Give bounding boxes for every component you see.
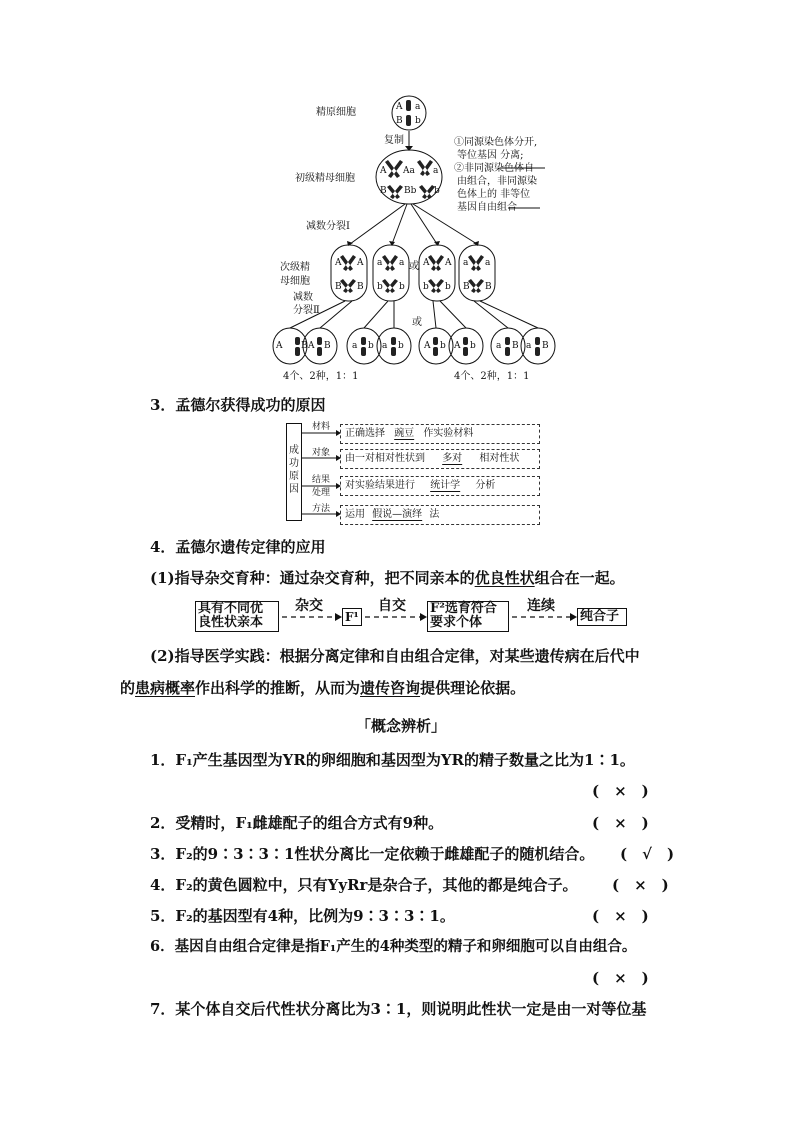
concept-item: 5．F₂的基因型有4种，比例为9∶3∶3∶1。 [150, 907, 455, 925]
gene-label: b [440, 341, 446, 351]
gene-label: Aa [403, 166, 415, 176]
p1-suffix: 组合在一起。 [534, 569, 625, 587]
flow-arrow-label: 杂交 [295, 598, 323, 614]
row-text: 法 [429, 509, 440, 520]
section4-p2-line2 [120, 678, 525, 698]
gene-label: a [496, 341, 502, 351]
flow-start-line: 具有不同优 [198, 601, 264, 616]
p2-text: 提供理论依据。 [420, 679, 526, 697]
gene-label: Bb [404, 186, 417, 196]
note-line: 基因自由组合 [457, 202, 517, 213]
label-spermatogonium: 精原细胞 [316, 107, 356, 118]
label-or-top: 或 [409, 261, 419, 272]
gene-label: b [398, 341, 404, 351]
label-meiosis-one: 减数分裂Ⅰ [306, 221, 350, 232]
gene-label: A [423, 258, 430, 268]
gene-label: A [308, 341, 315, 351]
note-line: 由组合，非同源染 [457, 176, 537, 187]
concept-mark: ( × ) [612, 876, 669, 894]
gene-label: A [380, 166, 387, 176]
gene-label: a [352, 341, 358, 351]
gene-label: a [485, 258, 491, 268]
gene-label: B [335, 282, 342, 292]
label-primary-spermatocyte: 初级精母细胞 [295, 173, 355, 184]
gene-label: b [445, 282, 451, 292]
concept-item: 4．F₂的黄色圆粒中，只有YyRr是杂合子，其他的都是纯合子。 [150, 876, 578, 894]
p1-answer: 优良性状 [474, 569, 535, 587]
concept-mark: ( × ) [592, 969, 649, 987]
label-result-left: 4个、2种，1：1 [283, 371, 359, 382]
gene-label: b [368, 341, 374, 351]
row-tag: 方法 [312, 504, 331, 514]
gene-label: b [399, 282, 405, 292]
concept-item: 1．F₁产生基因型为YR的卵细胞和基因型为YR的精子数量之比为1∶1。 [150, 751, 635, 769]
concept-mark: ( × ) [592, 814, 649, 832]
gene-label: A [445, 258, 452, 268]
concept-mark: ( √ ) [620, 845, 675, 863]
row-text: 相对性状 [479, 453, 520, 464]
row-text: 运用 [345, 509, 365, 520]
concept-title: 「概念辨析」 [356, 717, 447, 735]
gene-label: A [357, 258, 364, 268]
side-label-char: 成 [289, 445, 299, 456]
p2-answer: 遗传咨询 [360, 679, 421, 697]
gene-label: A [424, 341, 431, 351]
gene-label: B [542, 341, 549, 351]
row-tag: 处理 [312, 488, 331, 498]
label-replication: 复制 [384, 135, 404, 146]
gene-label: B [463, 282, 470, 292]
gene-label: b [423, 282, 429, 292]
row-tag: 对象 [312, 448, 331, 458]
side-label-char: 原 [289, 471, 299, 482]
label-meiosis-two-2: 分裂Ⅱ [293, 305, 320, 316]
section4-heading: 4．孟德尔遗传定律的应用 [150, 538, 326, 556]
gene-label: B [380, 186, 387, 196]
section4-p2-line1: (2)指导医学实践：根据分离定律和自由组合定律，对某些遗传病在后代中 [150, 647, 640, 665]
gene-label: b [415, 116, 421, 126]
gene-label: a [463, 258, 469, 268]
gene-label: b [377, 282, 383, 292]
flow-f2-line: F²选育符合 [430, 601, 497, 616]
flow-start-line: 良性状亲本 [198, 615, 264, 630]
label-or-bottom: 或 [412, 317, 422, 328]
label-meiosis-two-1: 减数 [293, 292, 313, 303]
concept-item: 7．某个体自交后代性状分离比为3∶1，则说明此性状一定是由一对等位基 [150, 1000, 647, 1018]
gene-label: A [335, 258, 342, 268]
note-line: 色体上的 非等位 [457, 189, 531, 200]
gene-label: b [434, 186, 440, 196]
concept-mark: ( × ) [592, 782, 649, 800]
row-text: 作实验材料 [423, 428, 474, 439]
gene-label: a [399, 258, 405, 268]
gene-label: B [396, 116, 403, 126]
flow-arrow-label: 自交 [378, 598, 406, 614]
row-text: 由一对相对性状到 [345, 453, 425, 464]
row-tag: 材料 [312, 422, 331, 432]
gene-label: a [382, 341, 388, 351]
label-secondary-2: 母细胞 [280, 276, 310, 287]
gene-label: A [454, 341, 461, 351]
row-text: 对实验结果进行 [345, 480, 415, 491]
p1-prefix: (1)指导杂交育种：通过杂交育种，把不同亲本的 [150, 569, 475, 587]
row-tag: 结果 [312, 475, 331, 485]
side-label-char: 功 [289, 458, 299, 469]
label-secondary-1: 次级精 [280, 262, 310, 273]
gene-label: a [377, 258, 383, 268]
concept-item: 3．F₂的9∶3∶3∶1性状分离比一定依赖于雌雄配子的随机结合。 [150, 845, 595, 863]
note-line: ②非同源染色体自 [454, 163, 534, 174]
gene-label: B [485, 282, 492, 292]
concept-mark: ( × ) [592, 907, 649, 925]
concept-item: 6．基因自由组合定律是指F₁产生的4种类型的精子和卵细胞可以自由组合。 [150, 938, 637, 955]
gene-label: a [433, 166, 439, 176]
gene-label: B [301, 341, 308, 351]
flow-end-box: 纯合子 [577, 608, 627, 626]
row-answer: 多对 [442, 453, 463, 464]
gene-label: a [526, 341, 532, 351]
row-answer: 假说—演绎 [372, 509, 423, 520]
note-line: 等位基因 分离; [457, 150, 524, 161]
gene-label: b [470, 341, 476, 351]
gene-label: A [276, 341, 283, 351]
p2-answer: 患病概率 [135, 679, 196, 697]
p2-text: 的 [120, 679, 136, 697]
p2-text: 作出科学的推断，从而为 [195, 679, 361, 697]
row-text: 正确选择 [345, 428, 385, 439]
section3-heading: 3．孟德尔获得成功的原因 [150, 396, 326, 414]
flow-f1-box: F¹ [342, 608, 362, 626]
flow-f2-line: 要求个体 [430, 615, 483, 630]
note-line: ①同源染色体分开, [454, 137, 538, 148]
gene-label: a [415, 102, 421, 112]
row-answer: 豌豆 [394, 428, 415, 439]
gene-label: A [396, 102, 403, 112]
gene-label: B [324, 341, 331, 351]
gene-label: B [357, 282, 364, 292]
concept-item: 2．受精时，F₁雌雄配子的组合方式有9种。 [150, 814, 444, 832]
row-answer: 统计学 [430, 480, 461, 491]
label-result-right: 4个、2种，1：1 [454, 371, 530, 382]
gene-label: B [512, 341, 519, 351]
side-label-char: 因 [289, 484, 299, 495]
row-text: 分析 [475, 480, 496, 491]
flow-arrow-label: 连续 [527, 598, 555, 614]
